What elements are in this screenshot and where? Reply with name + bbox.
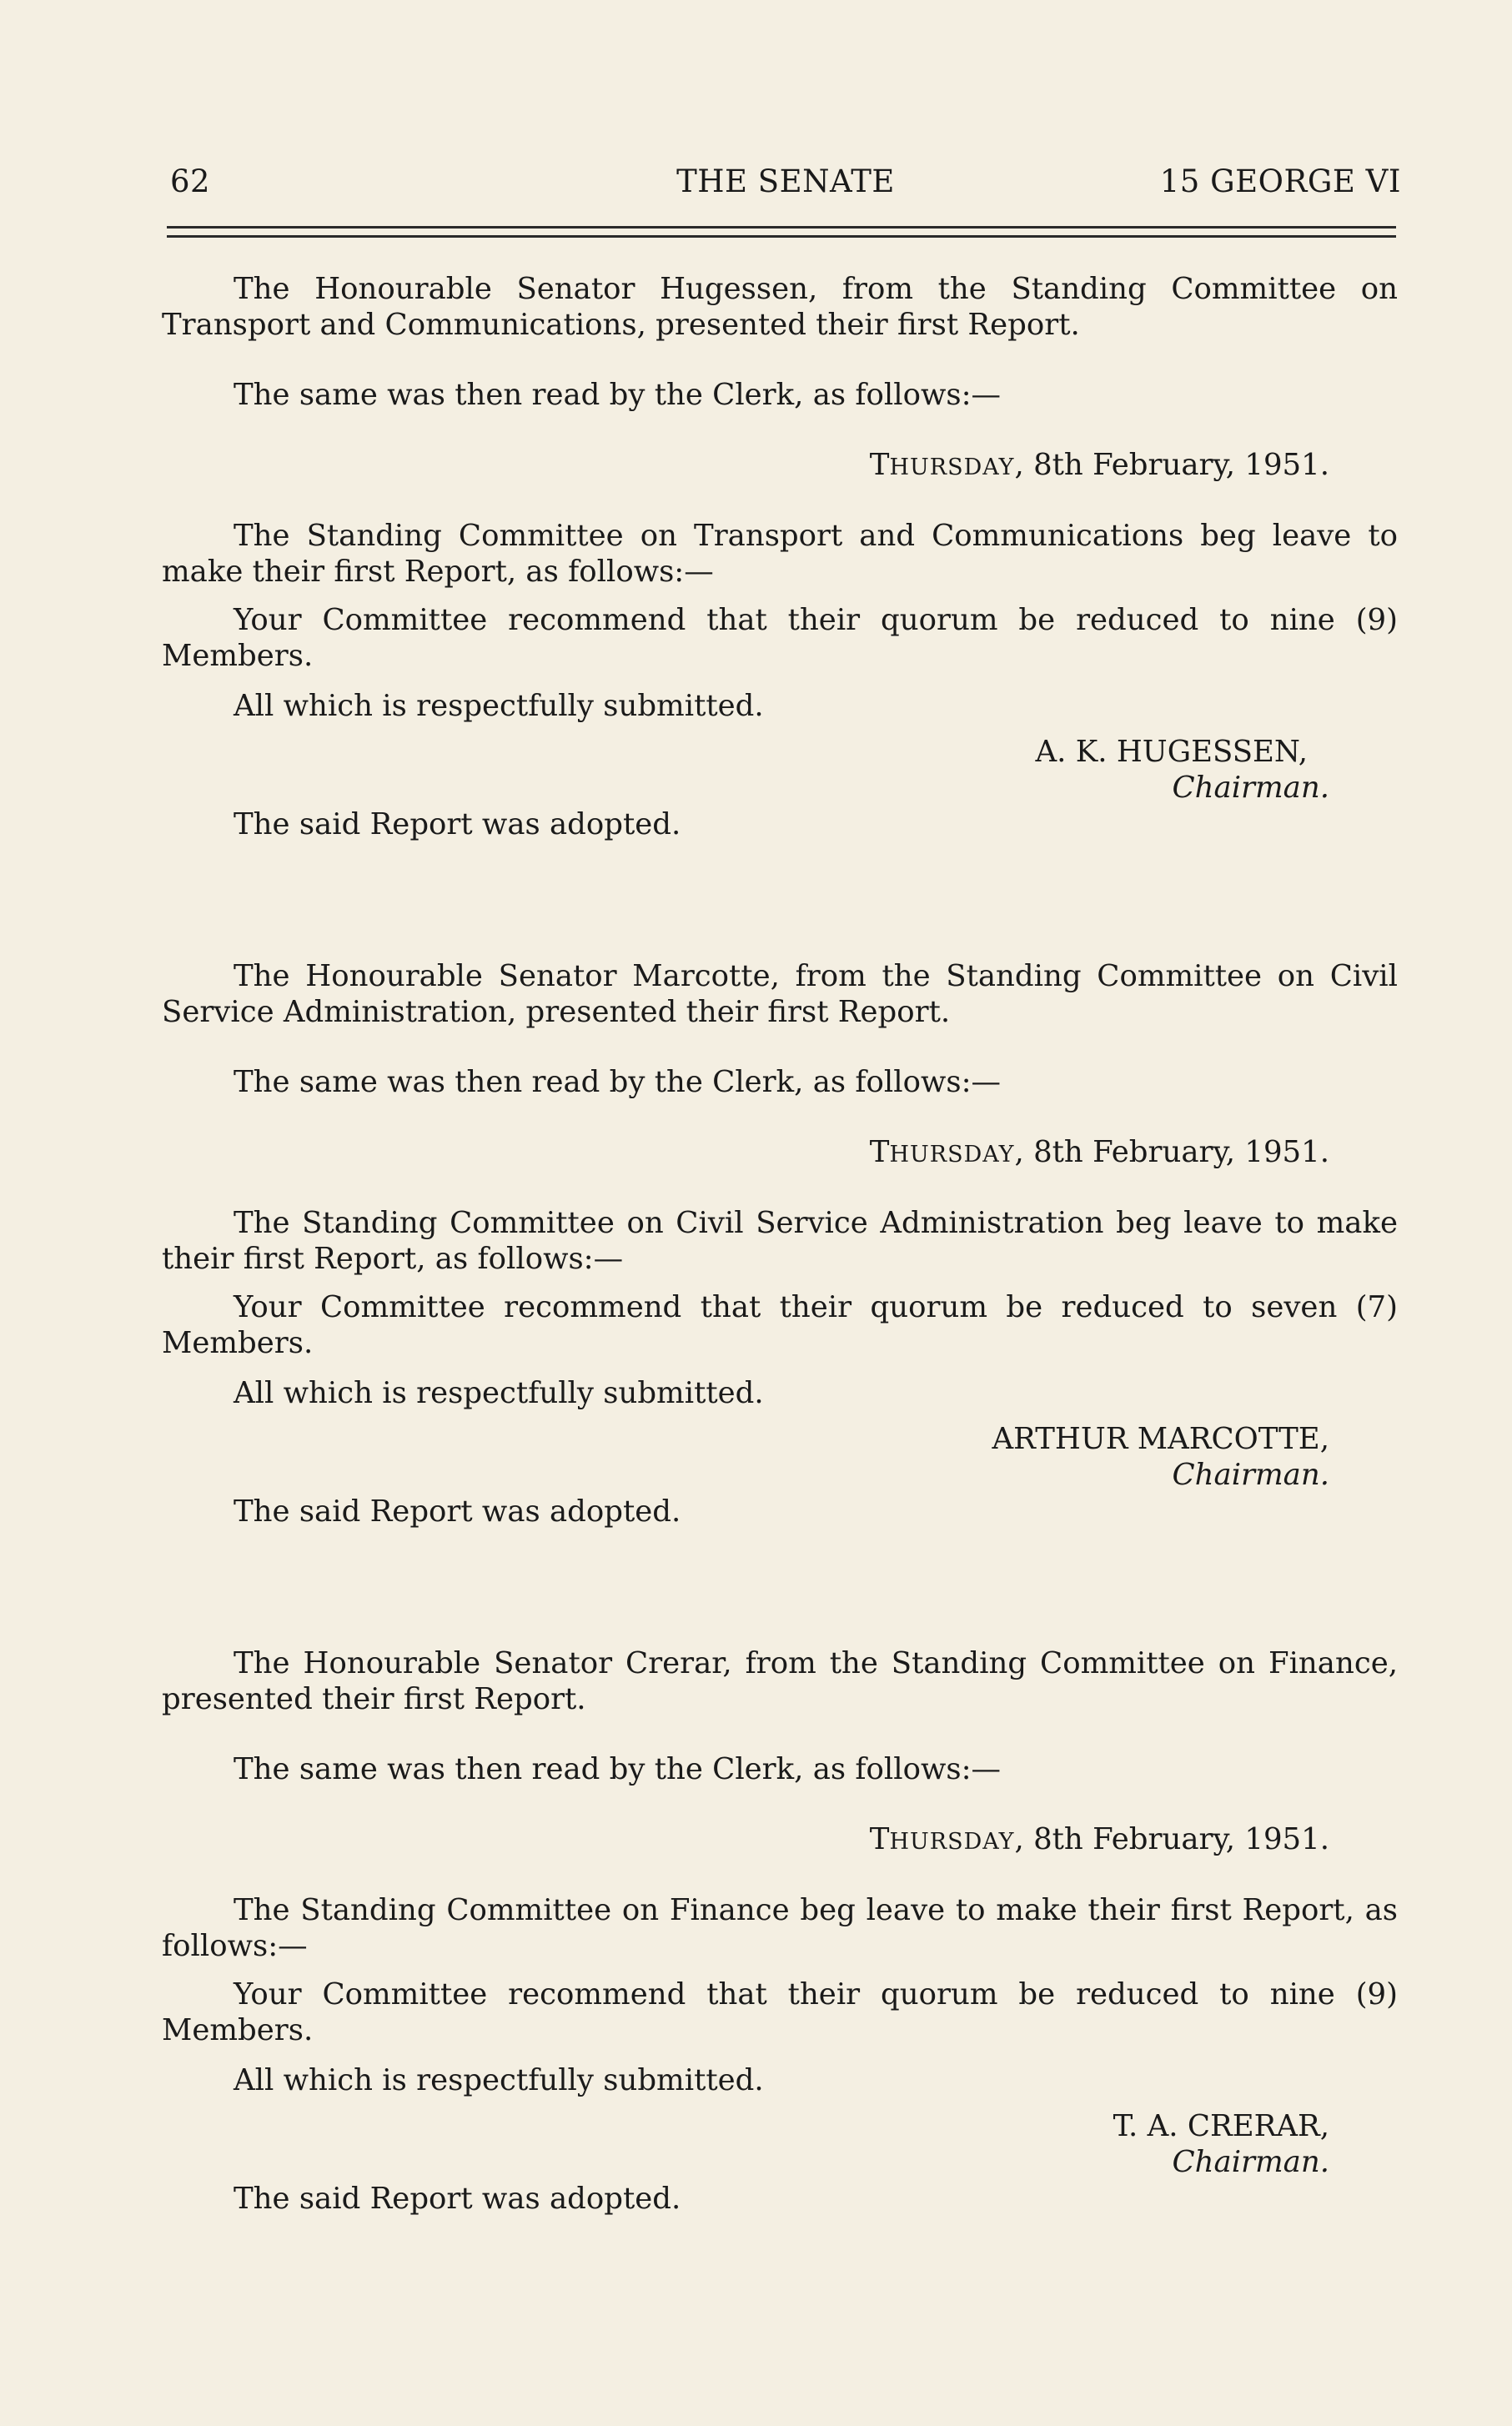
report-submitted: All which is respectfully submitted. bbox=[234, 2063, 764, 2097]
header-rule-top bbox=[167, 226, 1396, 229]
report-adopted: The said Report was adopted. bbox=[234, 2182, 681, 2216]
report-recommendation: Your Committee recommend that their quorum be reduced to nine (9) Members. bbox=[162, 603, 1398, 673]
chairman-title: Chairman. bbox=[1172, 1458, 1329, 1492]
clerk-reading: The same was then read by the Clerk, as follows:— bbox=[234, 1065, 1002, 1099]
report-date: THURSDAY, 8th February, 1951. bbox=[869, 448, 1329, 482]
report-date: THURSDAY, 8th February, 1951. bbox=[869, 1822, 1329, 1856]
report-submitted: All which is respectfully submitted. bbox=[234, 689, 764, 723]
report-leave: The Standing Committee on Finance beg leave to make their first Report, as follows:— bbox=[162, 1893, 1398, 1963]
report-date: THURSDAY, 8th February, 1951. bbox=[869, 1135, 1329, 1169]
report-recommendation: Your Committee recommend that their quorum be reduced to nine (9) Members. bbox=[162, 1977, 1398, 2047]
report-intro: The Honourable Senator Hugessen, from the Standing Committee on Transport and Communications, presented their first Report. bbox=[162, 272, 1398, 342]
chairman-signature: T. A. CRERAR, bbox=[1113, 2109, 1329, 2143]
chairman-title: Chairman. bbox=[1172, 771, 1329, 805]
report-recommendation: Your Committee recommend that their quorum be reduced to seven (7) Members. bbox=[162, 1290, 1398, 1360]
page-header bbox=[170, 163, 1401, 205]
regnal-year: 15 GEORGE VI bbox=[1159, 163, 1401, 199]
chairman-title: Chairman. bbox=[1172, 2145, 1329, 2179]
report-leave: The Standing Committee on Transport and Communications beg leave to make their first Report, as follows:— bbox=[162, 519, 1398, 589]
chairman-signature: ARTHUR MARCOTTE, bbox=[992, 1422, 1329, 1456]
chairman-signature: A. K. HUGESSEN, bbox=[1035, 735, 1308, 769]
page-title: THE SENATE bbox=[676, 163, 895, 199]
header-rule-bottom bbox=[167, 235, 1396, 238]
page-number: 62 bbox=[170, 163, 211, 199]
report-leave: The Standing Committee on Civil Service Administration beg leave to make their first Report, as follows:— bbox=[162, 1206, 1398, 1276]
report-intro: The Honourable Senator Crerar, from the Standing Committee on Finance, presented their first Report. bbox=[162, 1646, 1398, 1716]
report-adopted: The said Report was adopted. bbox=[234, 807, 681, 841]
report-adopted: The said Report was adopted. bbox=[234, 1494, 681, 1529]
clerk-reading: The same was then read by the Clerk, as follows:— bbox=[234, 1752, 1002, 1786]
report-intro: The Honourable Senator Marcotte, from the Standing Committee on Civil Service Administration, presented their first Report. bbox=[162, 959, 1398, 1029]
clerk-reading: The same was then read by the Clerk, as follows:— bbox=[234, 378, 1002, 412]
report-submitted: All which is respectfully submitted. bbox=[234, 1376, 764, 1410]
